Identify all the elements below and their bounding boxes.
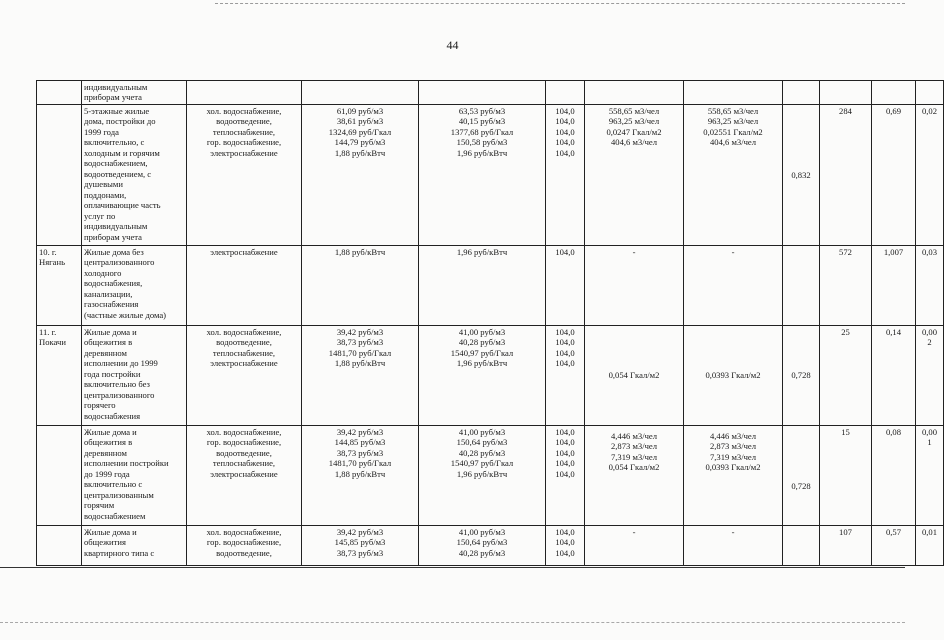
cell-value: 25	[841, 327, 850, 337]
cell-line: 104,0	[555, 527, 575, 537]
cell-index	[546, 105, 585, 246]
cell-line: 38,61 руб/м3	[336, 116, 384, 127]
cell-line: 404,6 м3/чел	[610, 137, 658, 148]
cell-line: 1,96 руб/кВтч	[456, 147, 508, 158]
table-row	[37, 326, 944, 426]
cell-tariff-old	[302, 326, 419, 426]
cell-services	[187, 426, 302, 526]
cell-value: 107	[839, 527, 852, 537]
cell-line: исполнении постройки	[84, 458, 169, 469]
table-row	[37, 526, 944, 566]
cell-line: услуг по	[84, 210, 116, 221]
table-row	[37, 426, 944, 526]
cell-line: 40,15 руб/м3	[458, 116, 506, 127]
cell-line: 1,88 руб/кВтч	[334, 147, 386, 158]
cell-coef	[783, 105, 820, 246]
cell-line: деревянном	[84, 347, 127, 358]
cell-line: 0,054 Гкал/м2	[608, 370, 660, 381]
cell-line: 104,0	[555, 327, 575, 337]
cell-norm-old	[585, 105, 684, 246]
cell-building	[82, 246, 187, 326]
cell-line: 39,42 руб/м3	[336, 327, 384, 337]
cell-line: Жилые дома и	[84, 527, 137, 537]
cell-index	[546, 426, 585, 526]
cell-line: 104,0	[555, 116, 575, 127]
cell-line: 104,0	[555, 468, 575, 479]
cell-v2	[916, 326, 944, 426]
cell-norm-new	[684, 326, 783, 426]
cell-line: 104,0	[555, 247, 575, 257]
cell-line: 963,25 м3/чел	[707, 116, 759, 127]
page-bottom-rule	[0, 567, 905, 568]
cell-line: 104,0	[555, 447, 575, 458]
cell-line: теплоснабжение,	[212, 458, 276, 469]
cell-line: до 1999 года	[84, 468, 130, 479]
cell-line: холодным и горячим	[84, 147, 160, 158]
scan-edge-top	[215, 3, 905, 4]
cell-building	[82, 526, 187, 566]
cell-line: газоснабжения	[84, 299, 139, 310]
cell-v1	[872, 426, 916, 526]
cell-value: 1,007	[883, 247, 904, 257]
cell-line: 61,09 руб/м3	[336, 106, 384, 116]
cell-place	[37, 426, 82, 526]
cell-line: 404,6 м3/чел	[709, 137, 757, 148]
cell-line: 150,64 руб/м3	[456, 537, 508, 548]
cell-v1	[872, 326, 916, 426]
cell-line: водоотведением, с	[84, 168, 152, 179]
cell-value: 0,00 2	[921, 327, 938, 348]
cell-line: 11. г.	[39, 327, 57, 337]
page-number: 44	[446, 38, 459, 52]
cell-line: 145,85 руб/м3	[334, 537, 386, 548]
cell-line: горячим	[84, 500, 115, 511]
cell-line: 1540,97 руб/Гкал	[450, 347, 514, 358]
cell-coef	[783, 426, 820, 526]
cell-line: 1540,97 руб/Гкал	[450, 458, 514, 469]
cell-line: водоотведение,	[216, 116, 272, 127]
cell-v2	[916, 105, 944, 246]
tariff-table-container	[36, 80, 938, 567]
cell-tariff-old	[302, 426, 419, 526]
cell-qty	[820, 81, 872, 105]
cell-tariff-old	[302, 81, 419, 105]
cell-line: 1377,68 руб/Гкал	[450, 126, 514, 137]
cell-building	[82, 326, 187, 426]
cell-value: 0,69	[885, 106, 902, 116]
cell-line: 39,42 руб/м3	[336, 527, 384, 537]
cell-building	[82, 426, 187, 526]
cell-line: общежития	[84, 537, 126, 548]
cell-line: включительно, с	[84, 137, 145, 148]
cell-qty	[820, 246, 872, 326]
cell-norm-new	[684, 526, 783, 566]
cell-value: 0,02	[921, 106, 938, 116]
cell-line: хол. водоснабжение,	[206, 106, 282, 116]
cell-tariff-new	[419, 81, 546, 105]
cell-line: общежития в	[84, 337, 133, 348]
cell-line: канализации,	[84, 288, 133, 299]
cell-line: водоотведение,	[216, 547, 272, 558]
cell-line: 63,53 руб/м3	[458, 106, 506, 116]
cell-coef	[783, 326, 820, 426]
cell-line: 38,73 руб/м3	[336, 447, 384, 458]
cell-line: холодного	[84, 267, 122, 278]
cell-line: водоотведение,	[216, 337, 272, 348]
cell-line: года постройки	[84, 368, 141, 379]
cell-norm-new	[684, 105, 783, 246]
cell-line: 4,446 м3/чел	[709, 431, 757, 441]
cell-line: 1324,69 руб/Гкал	[328, 126, 392, 137]
cell-line: -	[632, 247, 636, 257]
cell-line: квартирного типа с	[84, 547, 155, 558]
cell-line: 104,0	[555, 106, 575, 116]
cell-line: теплоснабжение,	[212, 126, 276, 137]
cell-line: 1,88 руб/кВтч	[334, 358, 386, 369]
cell-line: электроснабжение	[210, 468, 278, 479]
cell-line: 0,054 Гкал/м2	[608, 462, 660, 473]
cell-line: душевыми	[84, 179, 123, 190]
cell-line: 38,73 руб/м3	[336, 337, 384, 348]
cell-line: 150,64 руб/м3	[456, 437, 508, 448]
cell-index	[546, 326, 585, 426]
cell-line: гор. водоснабжение,	[206, 537, 282, 548]
cell-line: хол. водоснабжение,	[206, 527, 282, 537]
cell-line: -	[731, 527, 735, 537]
cell-line: водоснабжением,	[84, 158, 148, 169]
cell-line: горячего	[84, 400, 116, 411]
cell-line: общежития в	[84, 437, 133, 448]
cell-line: 104,0	[555, 547, 575, 558]
cell-tariff-new	[419, 326, 546, 426]
cell-line: 5-этажные жилые	[84, 106, 150, 116]
cell-line: приборам учета	[84, 92, 142, 103]
cell-line: 963,25 м3/чел	[608, 116, 660, 127]
cell-line: 1,96 руб/кВтч	[456, 358, 508, 369]
cell-line: 104,0	[555, 347, 575, 358]
cell-qty	[820, 426, 872, 526]
cell-line: Жилые дома и	[84, 327, 137, 337]
cell-line: 0,02551 Гкал/м2	[703, 126, 763, 137]
cell-services	[187, 526, 302, 566]
cell-line: 10. г.	[39, 247, 57, 257]
cell-line: гор. водоснабжение,	[206, 137, 282, 148]
cell-line: 1,96 руб/кВтч	[456, 247, 508, 257]
table-body	[37, 81, 944, 566]
cell-line: Жилые дома и	[84, 427, 137, 437]
cell-line: исполнении до 1999	[84, 358, 158, 369]
cell-line: приборам учета	[84, 231, 142, 242]
cell-place	[37, 81, 82, 105]
cell-line: 41,00 руб/м3	[458, 427, 506, 437]
cell-line: 40,28 руб/м3	[458, 447, 506, 458]
cell-value: 0,03	[921, 247, 938, 257]
cell-line: Нягань	[39, 257, 66, 268]
cell-line: электроснабжение	[210, 358, 278, 369]
cell-line: водоотведение,	[216, 447, 272, 458]
cell-line: 1481,70 руб/Гкал	[328, 347, 392, 358]
cell-line: индивидуальным	[84, 221, 148, 232]
cell-coef	[783, 246, 820, 326]
cell-value: 284	[839, 106, 852, 116]
cell-line: 1999 года	[84, 126, 119, 137]
cell-qty	[820, 526, 872, 566]
cell-services	[187, 105, 302, 246]
cell-line: водоснабжения,	[84, 278, 143, 289]
cell-line: включительно с	[84, 479, 143, 490]
cell-line: 40,28 руб/м3	[458, 547, 506, 558]
cell-line: теплоснабжение,	[212, 347, 276, 358]
tariff-table	[36, 80, 944, 566]
cell-line: 2,873 м3/чел	[610, 441, 658, 452]
cell-line: 4,446 м3/чел	[610, 431, 658, 441]
cell-line: 558,65 м3/чел	[608, 106, 660, 116]
cell-line: 2,873 м3/чел	[709, 441, 757, 452]
cell-norm-old	[585, 526, 684, 566]
cell-place	[37, 105, 82, 246]
cell-value: 0,728	[791, 370, 811, 381]
cell-line: 144,85 руб/м3	[334, 437, 386, 448]
cell-line: 104,0	[555, 126, 575, 137]
cell-line: централизованного	[84, 257, 155, 268]
cell-norm-old	[585, 81, 684, 105]
cell-v1	[872, 105, 916, 246]
cell-line: электроснабжение	[210, 247, 278, 257]
cell-tariff-old	[302, 246, 419, 326]
table-row	[37, 81, 944, 105]
cell-line: 104,0	[555, 437, 575, 448]
cell-line: индивидуальным	[84, 82, 148, 92]
cell-line: 39,42 руб/м3	[336, 427, 384, 437]
cell-line: 1,96 руб/кВтч	[456, 468, 508, 479]
table-row	[37, 105, 944, 246]
cell-line: 104,0	[555, 458, 575, 469]
cell-line: 0,0247 Гкал/м2	[606, 126, 662, 137]
cell-line: Покачи	[39, 337, 66, 348]
cell-line: электроснабжение	[210, 147, 278, 158]
cell-place	[37, 326, 82, 426]
cell-value: 0,832	[791, 169, 811, 180]
cell-line: 7,319 м3/чел	[709, 451, 757, 462]
cell-line: 41,00 руб/м3	[458, 327, 506, 337]
cell-index	[546, 526, 585, 566]
cell-line: 144,79 руб/м3	[334, 137, 386, 148]
cell-index	[546, 246, 585, 326]
cell-tariff-new	[419, 526, 546, 566]
cell-line: поддонами,	[84, 189, 127, 200]
table-row	[37, 246, 944, 326]
cell-v2	[916, 81, 944, 105]
scan-edge-bottom	[0, 622, 905, 623]
cell-line: хол. водоснабжение,	[206, 427, 282, 437]
cell-line: 104,0	[555, 427, 575, 437]
cell-line: 104,0	[555, 137, 575, 148]
cell-value: 572	[839, 247, 852, 257]
cell-line: хол. водоснабжение,	[206, 327, 282, 337]
cell-line: 41,00 руб/м3	[458, 527, 506, 537]
cell-line: деревянном	[84, 447, 127, 458]
cell-tariff-new	[419, 105, 546, 246]
cell-qty	[820, 326, 872, 426]
cell-line: 1481,70 руб/Гкал	[328, 458, 392, 469]
cell-tariff-new	[419, 246, 546, 326]
cell-building	[82, 81, 187, 105]
cell-place	[37, 246, 82, 326]
cell-v1	[872, 81, 916, 105]
cell-line: Жилые дома без	[84, 247, 144, 257]
cell-v1	[872, 526, 916, 566]
cell-norm-new	[684, 81, 783, 105]
cell-tariff-old	[302, 105, 419, 246]
cell-norm-new	[684, 426, 783, 526]
cell-value: 0,01	[921, 527, 938, 537]
cell-index	[546, 81, 585, 105]
cell-line: гор. водоснабжение,	[206, 437, 282, 448]
cell-building	[82, 105, 187, 246]
cell-place	[37, 526, 82, 566]
cell-line: дома, постройки до	[84, 116, 156, 127]
cell-line: 0,0393 Гкал/м2	[705, 370, 761, 381]
cell-value: 0,57	[885, 527, 902, 537]
cell-services	[187, 246, 302, 326]
cell-value: 0,14	[885, 327, 902, 337]
cell-line: 104,0	[555, 358, 575, 369]
cell-value: 0,728	[791, 480, 811, 491]
cell-line: 7,319 м3/чел	[610, 451, 658, 462]
cell-norm-old	[585, 246, 684, 326]
cell-line: водоснабжением	[84, 510, 146, 521]
cell-coef	[783, 81, 820, 105]
cell-line: водоснабжения	[84, 410, 141, 421]
cell-qty	[820, 105, 872, 246]
cell-line: 40,28 руб/м3	[458, 337, 506, 348]
cell-tariff-old	[302, 526, 419, 566]
cell-norm-new	[684, 246, 783, 326]
cell-v2	[916, 246, 944, 326]
cell-norm-old	[585, 326, 684, 426]
cell-norm-old	[585, 426, 684, 526]
cell-tariff-new	[419, 426, 546, 526]
cell-coef	[783, 526, 820, 566]
cell-line: 104,0	[555, 147, 575, 158]
cell-services	[187, 81, 302, 105]
cell-line: централизованного	[84, 389, 155, 400]
cell-line: 38,73 руб/м3	[336, 547, 384, 558]
cell-line: централизованным	[84, 489, 154, 500]
cell-line: 104,0	[555, 337, 575, 348]
cell-line: (частные жилые дома)	[84, 309, 167, 320]
cell-line: оплачивающие часть	[84, 200, 161, 211]
cell-line: 558,65 м3/чел	[707, 106, 759, 116]
cell-value: 0,08	[885, 427, 902, 437]
cell-value: 15	[841, 427, 850, 437]
cell-v1	[872, 246, 916, 326]
cell-services	[187, 326, 302, 426]
cell-line: 150,58 руб/м3	[456, 137, 508, 148]
cell-value: 0,00 1	[921, 427, 938, 448]
cell-v2	[916, 526, 944, 566]
cell-line: 1,88 руб/кВтч	[334, 247, 386, 257]
cell-line: 104,0	[555, 537, 575, 548]
cell-line: -	[731, 247, 735, 257]
cell-line: включительно без	[84, 379, 150, 390]
cell-v2	[916, 426, 944, 526]
cell-line: 1,88 руб/кВтч	[334, 468, 386, 479]
cell-line: 0,0393 Гкал/м2	[705, 462, 761, 473]
cell-line: -	[632, 527, 636, 537]
